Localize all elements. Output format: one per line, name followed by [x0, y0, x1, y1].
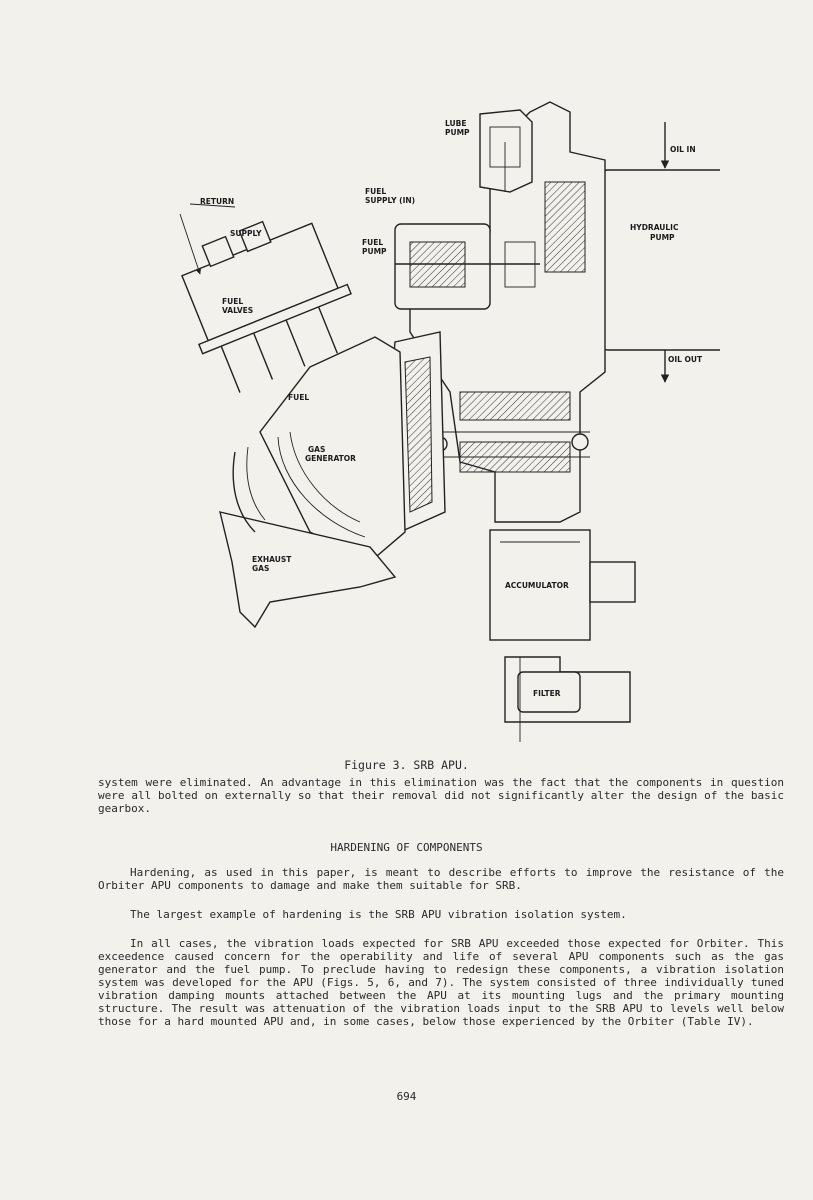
lube-pump-body: [480, 110, 532, 192]
srb-apu-figure: [160, 92, 720, 752]
label-fuel-supply-2: SUPPLY (IN): [365, 196, 416, 205]
paragraph-2: Hardening, as used in this paper, is meant to describe efforts to improve the resistance of the Orbiter APU components to damage and make them suitable for SRB.: [98, 866, 784, 892]
label-gas-generator-1: GAS: [308, 445, 326, 454]
label-oil-out: OIL OUT: [668, 355, 703, 364]
section-heading: HARDENING OF COMPONENTS: [330, 841, 483, 854]
label-fuel-pump-1: FUEL: [362, 238, 384, 247]
label-exhaust-gas-2: GAS: [252, 564, 270, 573]
label-fuel-supply-1: FUEL: [365, 187, 387, 196]
paragraph-3: The largest example of hardening is the SRB APU vibration isolation system.: [130, 908, 627, 921]
hydraulic-pump-body: [600, 170, 720, 350]
label-accumulator: ACCUMULATOR: [505, 581, 569, 590]
label-fuel-valves-1: FUEL: [222, 297, 244, 306]
label-fuel: FUEL: [288, 393, 310, 402]
label-lube-pump-1: LUBE: [445, 119, 467, 128]
label-gas-generator-2: GENERATOR: [305, 454, 356, 463]
paragraph-1: system were eliminated. An advantage in this elimination was the fact that the components in question were all bolted on externally so that their removal did not significantly alter the design of the basic gearbox.: [98, 776, 784, 815]
label-oil-in: OIL IN: [670, 145, 696, 154]
page-number: 694: [396, 1090, 417, 1103]
label-hydraulic-pump-2: PUMP: [650, 233, 675, 242]
label-fuel-valves-2: VALVES: [222, 306, 254, 315]
paragraph-4: In all cases, the vibration loads expected for SRB APU exceeded those expected for Orbiter. This exceedence caused concern for the operability and life of several APU components such as the gas generator and the fuel pump. To preclude having to redesign these components, a vibration isolation system was developed for the APU (Figs. 5, 6, and 7). The system consisted of three individually tuned vibration damping mounts attached between the APU at its mounting lugs and the primary mounting structure. The result was attenuation of the vibration loads input to the SRB APU to levels well below those for a hard mounted APU and, in some cases, below those experienced by the Orbiter (Table IV).: [98, 937, 784, 1028]
label-hydraulic-pump-1: HYDRAULIC: [630, 223, 679, 232]
label-return: RETURN: [200, 197, 235, 206]
figure-caption: Figure 3. SRB APU.: [344, 758, 469, 772]
label-filter: FILTER: [533, 689, 561, 698]
label-lube-pump-2: PUMP: [445, 128, 470, 137]
label-supply: SUPPLY: [230, 229, 262, 238]
label-fuel-pump-2: PUMP: [362, 247, 387, 256]
srb-apu-drawing: [160, 92, 720, 752]
label-exhaust-gas-1: EXHAUST: [252, 555, 292, 564]
